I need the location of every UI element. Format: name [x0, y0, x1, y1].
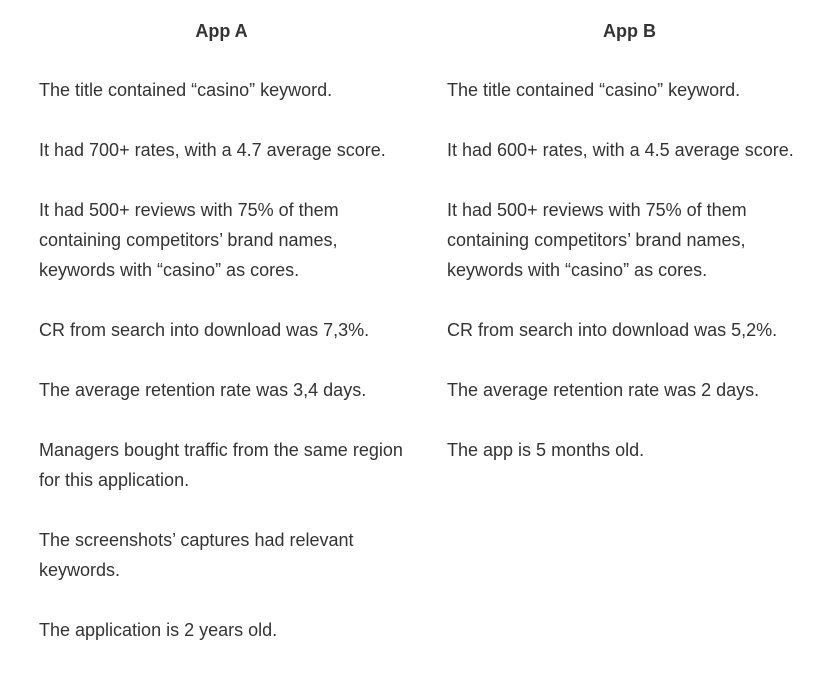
- app-a-conversion-rate: CR from search into download was 7,3%.: [39, 320, 370, 340]
- app-a-rates: It had 700+ rates, with a 4.7 average score.: [39, 140, 386, 160]
- app-a-column: [20, 0, 428, 645]
- app-b-conversion-rate: CR from search into download was 5,2%.: [447, 320, 778, 340]
- app-a-header: App A: [195, 21, 248, 41]
- app-b-reviews: It had 500+ reviews with 75% of them containing competitors’ brand names, keywords with “casino” as cores.: [447, 200, 747, 280]
- app-b-title-keyword: The title contained “casino” keyword.: [447, 80, 741, 100]
- app-a-age: The application is 2 years old.: [39, 620, 278, 640]
- app-b-rates: It had 600+ rates, with a 4.5 average score.: [447, 140, 794, 160]
- app-a-title-keyword: The title contained “casino” keyword.: [39, 80, 333, 100]
- app-a-screenshot-captions: The screenshots’ captures had relevant keywords.: [39, 530, 354, 580]
- app-b-header: App B: [603, 21, 656, 41]
- app-a-retention-rate: The average retention rate was 3,4 days.: [39, 380, 367, 400]
- comparison-table: [20, 0, 818, 645]
- app-a-reviews: It had 500+ reviews with 75% of them containing competitors’ brand names, keywords with “casino” as cores.: [39, 200, 339, 280]
- app-a-traffic: Managers bought traffic from the same region for this application.: [39, 440, 403, 490]
- app-b-column: [428, 0, 818, 645]
- app-b-retention-rate: The average retention rate was 2 days.: [447, 380, 760, 400]
- app-b-age: The app is 5 months old.: [447, 440, 645, 460]
